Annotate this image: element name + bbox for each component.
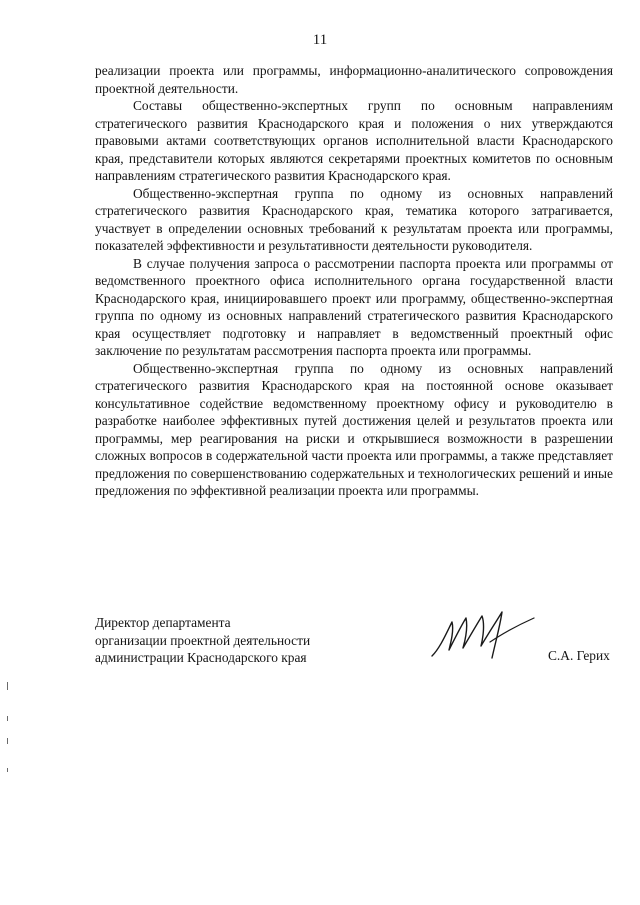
scan-margin-mark: [7, 768, 8, 772]
paragraph: В случае получения запроса о рассмотрении паспорта проекта или программы от ведомственного проектного офиса исполнительного органа государственной власти Краснодарского края, инициировавшего проект или программу, общественно-экспертная группа по одному из основных направлений стратегического развития Краснодарского края осуществляет подготовку и направляет в ведомственный проектный офис заключение по результатам рассмотрения паспорта проекта или программы.: [95, 255, 613, 358]
position-line: Директор департамента: [95, 615, 231, 630]
position-line: организации проектной деятельности: [95, 632, 311, 648]
paragraph-continuation: реализации проекта или программы, информационно-аналитического сопровождения проектной деятельности.: [95, 63, 613, 96]
paragraph: Составы общественно-экспертных групп по основным направлениям стратегического развития Краснодарского края и положения о них утверждаются правовыми актами соответствующих органов исполнительной власти Краснодарского края, представители которых являются секретарями проектных комитетов по основным направлениям стратегического развития Краснодарского края.: [95, 98, 613, 183]
signer-name: С.А. Герих: [548, 648, 610, 663]
signatory-position: [95, 614, 355, 667]
paragraph: Общественно-экспертная группа по одному из основных направлений стратегического развития Краснодарского края на постоянной основе оказывает консультативное содействие ведомственному проектному офису и руководителю в разработке наиболее эффективных путей достижения целей и результатов проекта или программы, мер реагирования на риски и открывшиеся возможности в разрешении сложных вопросов в содержательной части проекта или программы, а также представляет предложения по совершенствованию содержательных и технологических решений и иные предложения по эффективной реализации проекта или программы.: [95, 360, 613, 498]
scan-margin-mark: [7, 682, 8, 690]
handwritten-signature: [430, 608, 540, 662]
page-number: 11: [312, 32, 328, 48]
scan-margin-mark: [7, 738, 8, 744]
scan-margin-mark: [7, 716, 8, 721]
position-line: администрации Краснодарского края: [95, 650, 307, 665]
paragraph: Общественно-экспертная группа по одному из основных направлений стратегического развития Краснодарского края, тематика которого затрагивается, участвует в определении основных требований к результатам проекта или программы, показателей эффективности и результативности деятельности руководителя.: [95, 185, 613, 253]
body-text: [95, 62, 613, 500]
